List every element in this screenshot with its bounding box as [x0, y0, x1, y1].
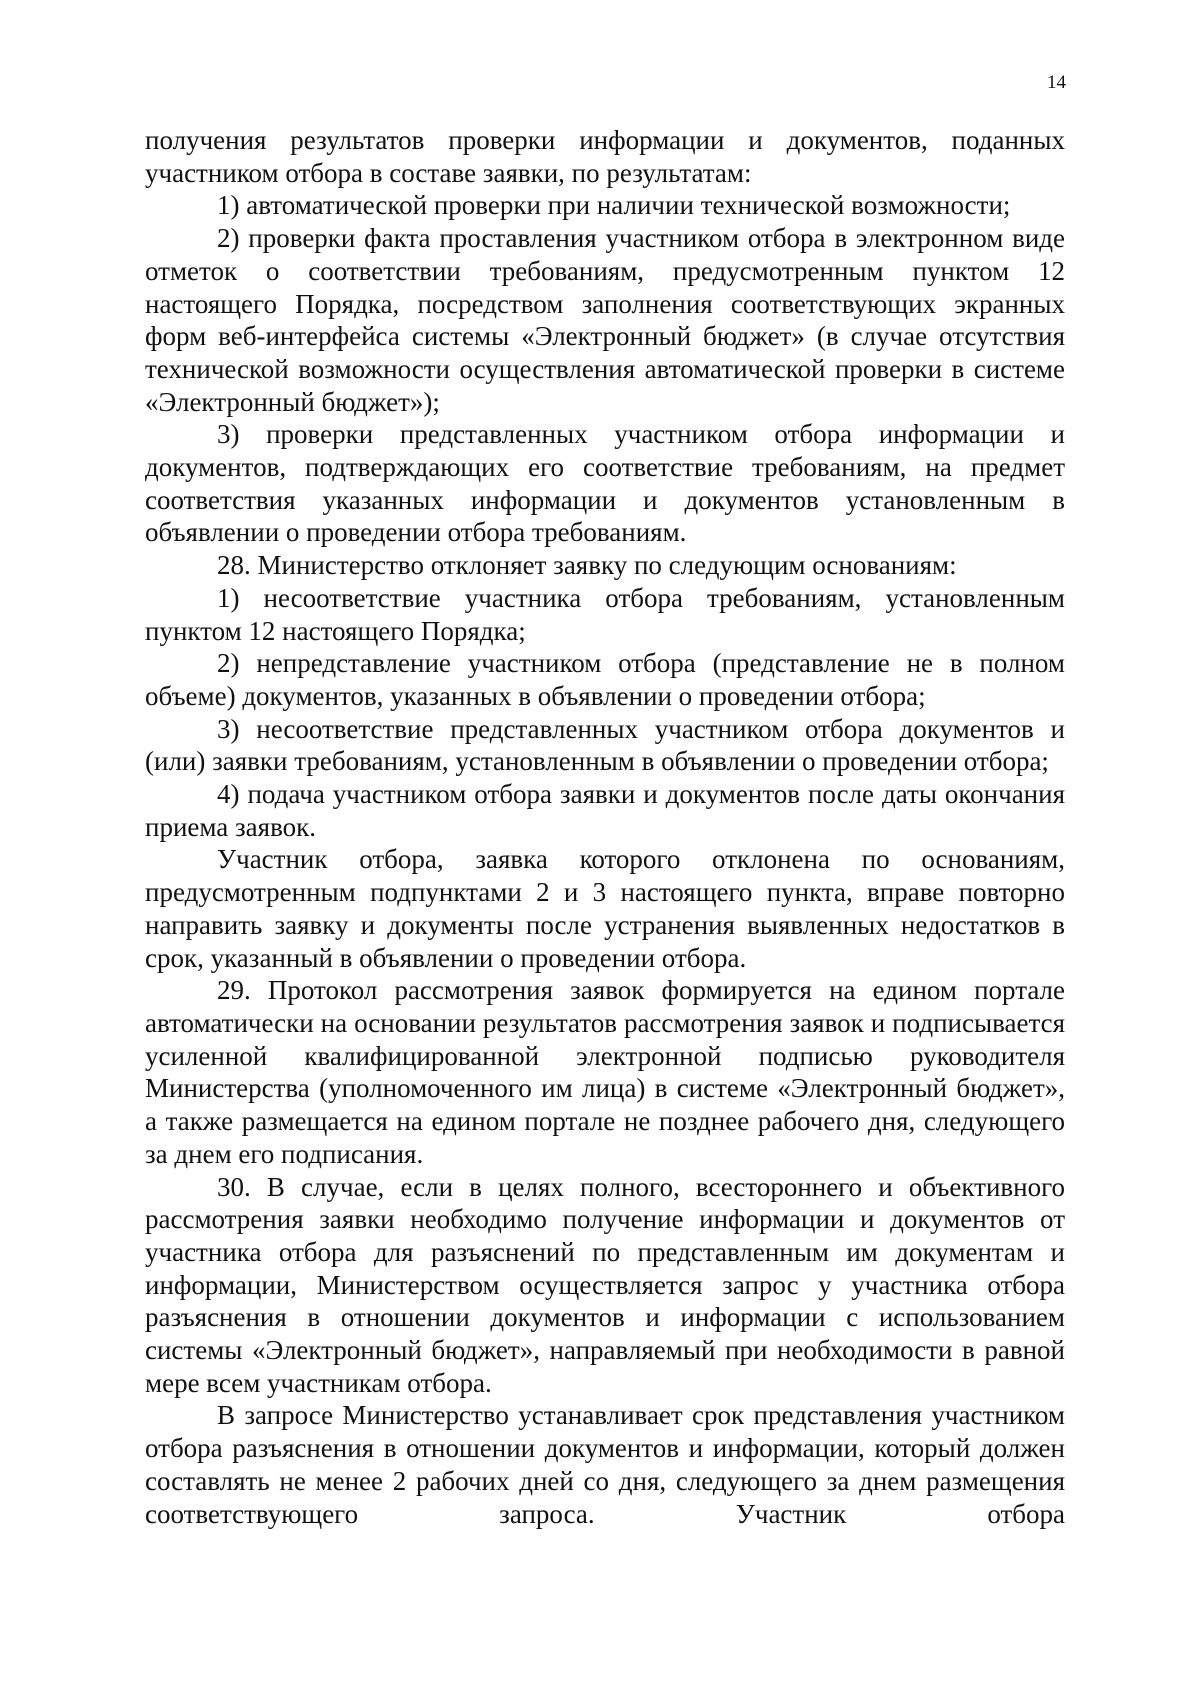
- paragraph-p3: 2) проверки факта проставления участником отбора в электронном виде отметок о соответствии требованиям, предусмотренным пунктом 12 настоящего Порядка, посредством заполнения соответствующих экранных форм веб-интерфейса системы «Электронный бюджет» (в случае отсутствия технической возможности осуществления автоматической проверки в системе «Электронный бюджет»);: [145, 223, 1065, 417]
- paragraph-p7: 2) непредставление участником отбора (представление не в полном объеме) документов, указанных в объявлении о проведении отбора;: [145, 648, 1065, 711]
- paragraph-p8: 3) несоответствие представленных участником отбора документов и (или) заявки требованиям, установленным в объявлении о проведении отбора;: [145, 713, 1065, 777]
- paragraph-p12: 30. В случае, если в целях полного, всестороннего и объективного рассмотрения заявки необходимо получение информации и документов от участника отбора для разъяснений по представленным им документам и информации, Министерством осуществляется запрос у участника отбора разъяснения в отношении документов и информации с использованием системы «Электронный бюджет», направляемый при необходимости в равной мере всем участникам отбора.: [145, 1171, 1065, 1398]
- document-body: [145, 124, 1065, 1530]
- paragraph-p1: получения результатов проверки информации и документов, поданных участником отбора в составе заявки, по результатам:: [145, 125, 1065, 188]
- paragraph-p10: Участник отбора, заявка которого отклонена по основаниям, предусмотренным подпунктами 2 и 3 настоящего пункта, вправе повторно направить заявку и документы после устранения выявленных недостатков в срок, указанный в объявлении о проведении отбора.: [145, 844, 1065, 973]
- paragraph-p13: В запросе Министерство устанавливает срок представления участником отбора разъяснения в отношении документов и информации, который должен составлять не менее 2 рабочих дней со дня, следующего за днем размещения соответствующего запроса. Участник отбора: [145, 1400, 1065, 1529]
- paragraph-p11: 29. Протокол рассмотрения заявок формируется на едином портале автоматически на основании результатов рассмотрения заявок и подписывается усиленной квалифицированной электронной подписью руководителя Министерства (уполномоченного им лица) в системе «Электронный бюджет», а также размещается на едином портале не позднее рабочего дня, следующего за днем его подписания.: [145, 975, 1065, 1169]
- paragraph-p2: 1) автоматической проверки при наличии технической возможности;: [217, 190, 1011, 221]
- paragraph-p9: 4) подача участником отбора заявки и документов после даты окончания приема заявок.: [145, 779, 1065, 842]
- paragraph-p6: 1) несоответствие участника отбора требованиям, установленным пунктом 12 настоящего Порядка;: [145, 582, 1065, 646]
- page-number: 14: [1047, 72, 1066, 93]
- paragraph-p4: 3) проверки представленных участником отбора информации и документов, подтверждающих его соответствие требованиям, на предмет соответствия указанных информации и документов установленным в объявлении о проведении отбора требованиям.: [145, 419, 1065, 548]
- paragraph-p5: 28. Министерство отклоняет заявку по следующим основаниям:: [217, 550, 957, 581]
